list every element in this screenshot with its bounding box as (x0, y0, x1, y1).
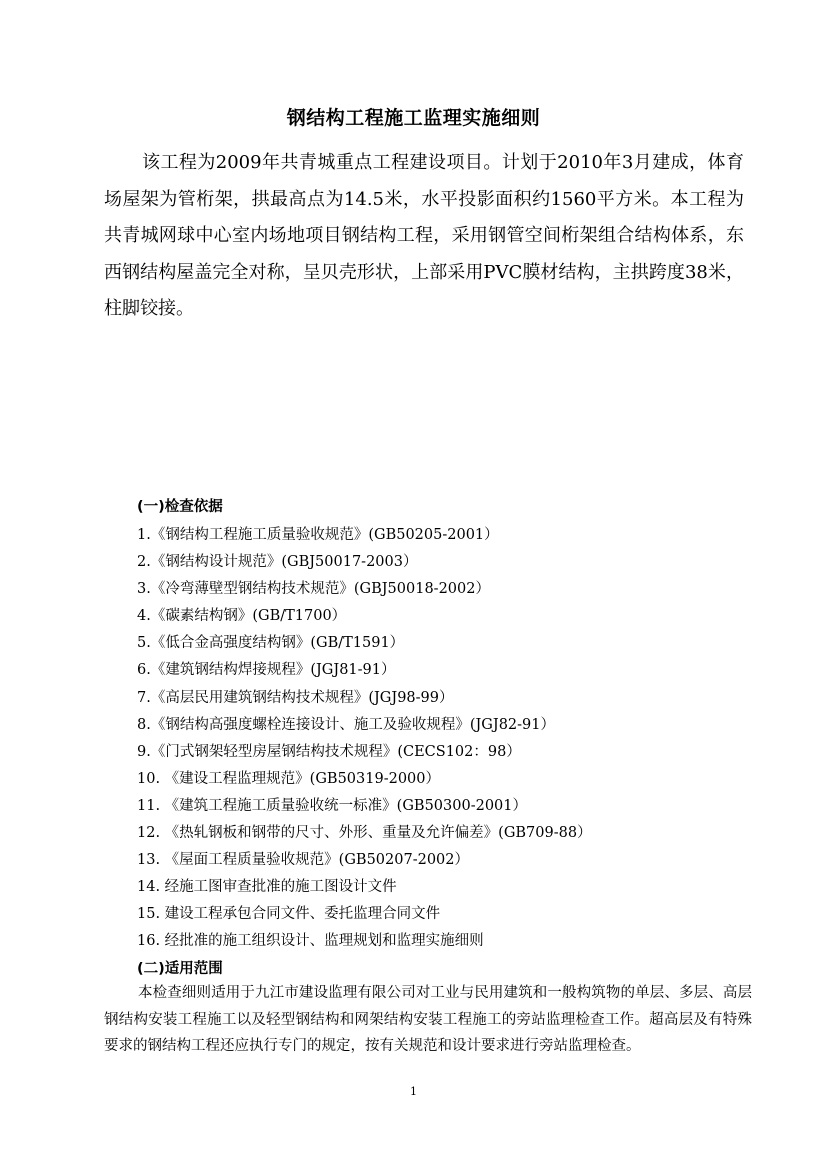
scope-paragraph: 本检查细则适用于九江市建设监理有限公司对工业与民用建筑和一般构筑物的单层、多层、高层钢结构安装工程施工以及轻型钢结构和网架结构安装工程施工的旁站监理检查工作。超高层及有特殊要求的钢结构工程还应执行专门的规定，按有关规范和设计要求进行旁站监理检查。 (104, 985, 752, 1054)
document-title: 钢结构工程施工监理实施细则 (286, 107, 541, 129)
list-item: 7.《高层民用建筑钢结构技术规程》(JGJ98-99） (137, 689, 454, 706)
list-item: 10. 《建设工程监理规范》(GB50319-2000） (137, 770, 440, 787)
section-heading-scope: (二)适用范围 (137, 961, 223, 977)
reference-list (137, 522, 757, 956)
scope-section (104, 980, 752, 1060)
list-item: 15. 建设工程承包合同文件、委托监理合同文件 (137, 906, 441, 923)
list-item: 8.《钢结构高强度螺栓连接设计、施工及验收规程》(JGJ82-91） (137, 716, 555, 733)
intro-section (104, 145, 744, 328)
list-item: 4.《碳素结构钢》(GB/T1700） (137, 608, 347, 625)
list-item: 1.《钢结构工程施工质量验收规范》(GB50205-2001） (137, 527, 499, 543)
list-item: 6.《建筑钢结构焊接规程》(JGJ81-91） (137, 662, 396, 679)
intro-paragraph: 该工程为2009年共青城重点工程建设项目。计划于2010年3月建成，体育场屋架为管桁架，拱最高点为14.5米，水平投影面积约1560平方米。本工程为共青城网球中心室内场地项目钢结构工程，采用钢管空间桁架组合结构体系，东西钢结构屋盖完全对称，呈贝壳形状，上部采用PVC膜材结构，主拱跨度38米，柱脚铰接。 (104, 152, 744, 319)
section-heading-basis: (一)检查依据 (137, 499, 223, 515)
list-item: 16. 经批准的施工组织设计、监理规划和监理实施细则 (137, 933, 484, 950)
list-item: 11. 《建筑工程施工质量验收统一标准》(GB50300-2001） (137, 797, 527, 814)
list-item: 12. 《热轧钢板和钢带的尺寸、外形、重量及允许偏差》(GB709-88） (137, 825, 592, 842)
list-item: 5.《低合金高强度结构钢》(GB/T1591） (137, 635, 405, 652)
page-number: 1 (410, 1085, 417, 1098)
list-item: 2.《钢结构设计规范》(GBJ50017-2003） (137, 554, 418, 571)
list-item: 3.《冷弯薄壁型钢结构技术规范》(GBJ50018-2002） (137, 581, 490, 598)
list-item: 14. 经施工图审查批准的施工图设计文件 (137, 879, 397, 896)
list-item: 9.《门式钢架轻型房屋钢结构技术规程》(CECS102：98） (137, 743, 521, 760)
list-item: 13. 《屋面工程质量验收规范》(GB50207-2002） (137, 852, 469, 869)
